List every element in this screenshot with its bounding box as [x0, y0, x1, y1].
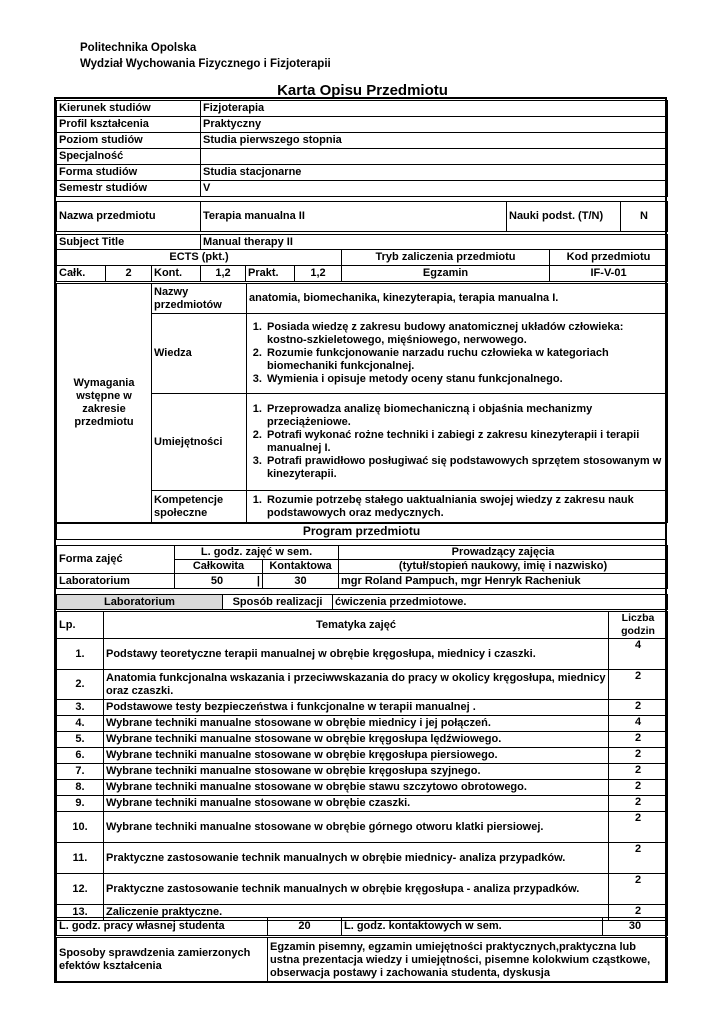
- prerequisites-label: Wymagania wstępne w zakresie przedmiotu: [57, 284, 152, 523]
- basic-science-value: N: [621, 202, 668, 232]
- ects-practical-value: 1,2: [295, 266, 342, 282]
- hours-label: L. godz. zajęć w sem.: [175, 546, 339, 560]
- row-lp: 6.: [57, 748, 104, 764]
- knowledge-item: 3. Wymienia i opisuje metody oceny stanu funkcjonalnego.: [265, 373, 665, 386]
- row-topic: Wybrane techniki manualne stosowane w obrębie górnego otworu klatki piersiowej.: [104, 812, 609, 843]
- info-row: [57, 117, 668, 133]
- program-table: [56, 545, 668, 589]
- university-name: Politechnika Opolska: [80, 42, 197, 54]
- faculty-name: Wydział Wychowania Fizycznego i Fizjoterapii: [80, 58, 331, 70]
- hours-total-label: Całkowita: [175, 560, 263, 574]
- skills-list: [249, 403, 665, 481]
- info-value: [201, 149, 668, 165]
- code-header: Kod przedmiotu: [550, 250, 668, 266]
- table-row: [57, 716, 668, 732]
- table-row: [57, 732, 668, 748]
- info-row: [57, 149, 668, 165]
- knowledge-item: 2. Rozumie funkcjonowanie narzadu ruchu człowieka w kategoriach biomechaniki funkcjonalnej.: [265, 347, 665, 373]
- ects-total-value: 2: [106, 266, 152, 282]
- self-work-label: L. godz. pracy własnej studenta: [57, 918, 268, 936]
- row-hours: 2: [609, 843, 668, 874]
- info-label: Semestr studiów: [57, 181, 201, 197]
- method-label: Sposób realizacji: [223, 595, 333, 610]
- row-lp: 12.: [57, 874, 104, 905]
- row-hours: 2: [609, 874, 668, 905]
- teacher-label: Prowadzący zajęcia: [339, 546, 668, 560]
- social-label: Kompetencje społeczne: [152, 491, 247, 523]
- row-topic: Wybrane techniki manualne stosowane w obrębie czaszki.: [104, 796, 609, 812]
- table-row: [57, 639, 668, 670]
- row-topic: Podstawowe testy bezpieczeństwa i funkcjonalne w terapii manualnej .: [104, 700, 609, 716]
- skills-item: 2. Potrafi wykonać rożne techniki i zabiegi z zakresu kinezyterapii i terapii manualnej I.: [265, 429, 665, 455]
- col-topic: Tematyka zajęć: [104, 612, 609, 639]
- course-name-label: Nazwa przedmiotu: [57, 202, 201, 232]
- info-label: Kierunek studiów: [57, 101, 201, 117]
- prerequisites-table: [56, 283, 668, 523]
- summary-table: [56, 917, 668, 936]
- info-value: Studia stacjonarne: [201, 165, 668, 181]
- row-lp: 10.: [57, 812, 104, 843]
- subject-title-value: Manual therapy II: [201, 235, 668, 250]
- topics-table: [56, 611, 668, 921]
- lab-section-label: Laboratorium: [57, 595, 223, 610]
- table-row: [57, 874, 668, 905]
- row-lp: 8.: [57, 780, 104, 796]
- row-lp: 7.: [57, 764, 104, 780]
- row-hours: 2: [609, 748, 668, 764]
- col-hours: Liczba godzin: [609, 612, 668, 639]
- info-label: Profil kształcenia: [57, 117, 201, 133]
- verification-table: [56, 937, 668, 983]
- knowledge-list: [249, 321, 665, 386]
- row-topic: Wybrane techniki manualne stosowane w obrębie kręgosłupa lędźwiowego.: [104, 732, 609, 748]
- info-value: Fizjoterapia: [201, 101, 668, 117]
- ects-header: ECTS (pkt.): [57, 250, 342, 266]
- contact-hours-value: 30: [603, 918, 668, 936]
- social-item: 1. Rozumie potrzebę stałego uaktualniania swojej wiedzy z zakresu nauk podstawowych oraz medycznych.: [265, 494, 665, 520]
- row-topic: Praktyczne zastosowanie technik manualnych w obrębie miednicy- analiza przypadków.: [104, 843, 609, 874]
- row-hours: 2: [609, 700, 668, 716]
- table-row: [57, 748, 668, 764]
- row-lp: 5.: [57, 732, 104, 748]
- lab-total-hours: 50 |: [175, 574, 263, 589]
- row-topic: Wybrane techniki manualne stosowane w obrębie stawu szczytowo obrotowego.: [104, 780, 609, 796]
- info-label: Forma studiów: [57, 165, 201, 181]
- knowledge-label: Wiedza: [152, 314, 247, 394]
- course-name-table: [56, 201, 668, 232]
- row-hours: 2: [609, 764, 668, 780]
- table-row: [57, 670, 668, 700]
- row-topic: Zaliczenie praktyczne.: [104, 905, 609, 921]
- skills-item: 1. Przeprowadza analizę biomechaniczną i objaśnia mechanizmy przeciążeniowe.: [265, 403, 665, 429]
- row-topic: Wybrane techniki manualne stosowane w obrębie kręgosłupa szyjnego.: [104, 764, 609, 780]
- col-lp: Lp.: [57, 612, 104, 639]
- info-row: [57, 165, 668, 181]
- social-list: [249, 494, 665, 520]
- table-row: [57, 843, 668, 874]
- row-topic: Praktyczne zastosowanie technik manualnych w obrębie kręgosłupa - analiza przypadków.: [104, 874, 609, 905]
- lab-method-table: [56, 594, 668, 610]
- lab-form: Laboratorium: [57, 574, 175, 589]
- info-value: Studia pierwszego stopnia: [201, 133, 668, 149]
- verification-value: Egzamin pisemny, egzamin umiejętności praktycznych,praktyczna lub ustna prezentacja wiedzy i umiejętności, pisemne kolokwium cząstkowe, obserwacja postawy i zachowania studenta, dyskusja: [268, 938, 668, 983]
- row-hours: 4: [609, 716, 668, 732]
- row-lp: 13.: [57, 905, 104, 921]
- form-label: Forma zajęć: [57, 546, 175, 574]
- teacher-sub-label: (tytuł/stopień naukowy, imię i nazwisko): [339, 560, 668, 574]
- row-hours: 4: [609, 639, 668, 670]
- info-row: [57, 133, 668, 149]
- program-title: Program przedmiotu: [57, 524, 667, 540]
- self-work-value: 20: [268, 918, 342, 936]
- ects-table: [56, 234, 668, 282]
- skills-label: Umiejętności: [152, 394, 247, 491]
- row-lp: 3.: [57, 700, 104, 716]
- knowledge-item: 1. Posiada wiedzę z zakresu budowy anatomicznej układów człowieka: kostno-szkieletowego, mięśniowego, nerwowego.: [265, 321, 665, 347]
- table-row: [57, 700, 668, 716]
- row-hours: 2: [609, 905, 668, 921]
- row-hours: 2: [609, 780, 668, 796]
- mode-header: Tryb zaliczenia przedmiotu: [342, 250, 550, 266]
- lab-teachers: mgr Roland Pampuch, mgr Henryk Racheniuk: [339, 574, 668, 589]
- subject-title-label: Subject Title: [57, 235, 201, 250]
- skills-item: 3. Potrafi prawidłowo posługiwać się podstawowych sprzętem stosowanym w kinezyterapii.: [265, 455, 665, 481]
- info-row: [57, 101, 668, 117]
- table-row: [57, 812, 668, 843]
- table-row: [57, 780, 668, 796]
- info-row: [57, 181, 668, 197]
- hours-contact-label: Kontaktowa: [263, 560, 339, 574]
- row-lp: 2.: [57, 670, 104, 700]
- row-topic: Wybrane techniki manualne stosowane w obrębie kręgosłupa piersiowego.: [104, 748, 609, 764]
- ects-contact-value: 1,2: [201, 266, 246, 282]
- row-hours: 2: [609, 812, 668, 843]
- ects-practical-label: Prakt.: [246, 266, 295, 282]
- document-title: Karta Opisu Przedmiotu: [277, 82, 448, 99]
- row-lp: 11.: [57, 843, 104, 874]
- basic-science-label: Nauki podst. (T/N): [507, 202, 621, 232]
- row-topic: Podstawy teoretyczne terapii manualnej w obrębie kręgosłupa, miednicy i czaszki.: [104, 639, 609, 670]
- mode-value: Egzamin: [342, 266, 550, 282]
- code-value: IF-V-01: [550, 266, 668, 282]
- subjects-value: anatomia, biomechanika, kinezyterapia, terapia manualna I.: [247, 284, 668, 314]
- row-hours: 2: [609, 732, 668, 748]
- row-topic: Wybrane techniki manualne stosowane w obrębie miednicy i jej połączeń.: [104, 716, 609, 732]
- subjects-label: Nazwy przedmiotów: [152, 284, 247, 314]
- program-title-table: [56, 523, 667, 540]
- table-row: [57, 764, 668, 780]
- info-value: Praktyczny: [201, 117, 668, 133]
- study-info-table: [56, 100, 668, 197]
- row-hours: 2: [609, 796, 668, 812]
- ects-total-label: Całk.: [57, 266, 106, 282]
- row-lp: 4.: [57, 716, 104, 732]
- info-value: V: [201, 181, 668, 197]
- row-lp: 9.: [57, 796, 104, 812]
- info-label: Specjalność: [57, 149, 201, 165]
- row-topic: Anatomia funkcjonalna wskazania i przeciwwskazania do pracy w okolicy kręgosłupa, miednicy oraz czaszki.: [104, 670, 609, 700]
- ects-contact-label: Kont.: [152, 266, 201, 282]
- verification-label: Sposoby sprawdzenia zamierzonych efektów kształcenia: [57, 938, 268, 983]
- row-hours: 2: [609, 670, 668, 700]
- contact-hours-label: L. godz. kontaktowych w sem.: [342, 918, 603, 936]
- lab-contact-hours: 30: [263, 574, 339, 589]
- method-value: ćwiczenia przedmiotowe.: [333, 595, 668, 610]
- course-name-value: Terapia manualna II: [201, 202, 507, 232]
- row-lp: 1.: [57, 639, 104, 670]
- table-row: [57, 796, 668, 812]
- info-label: Poziom studiów: [57, 133, 201, 149]
